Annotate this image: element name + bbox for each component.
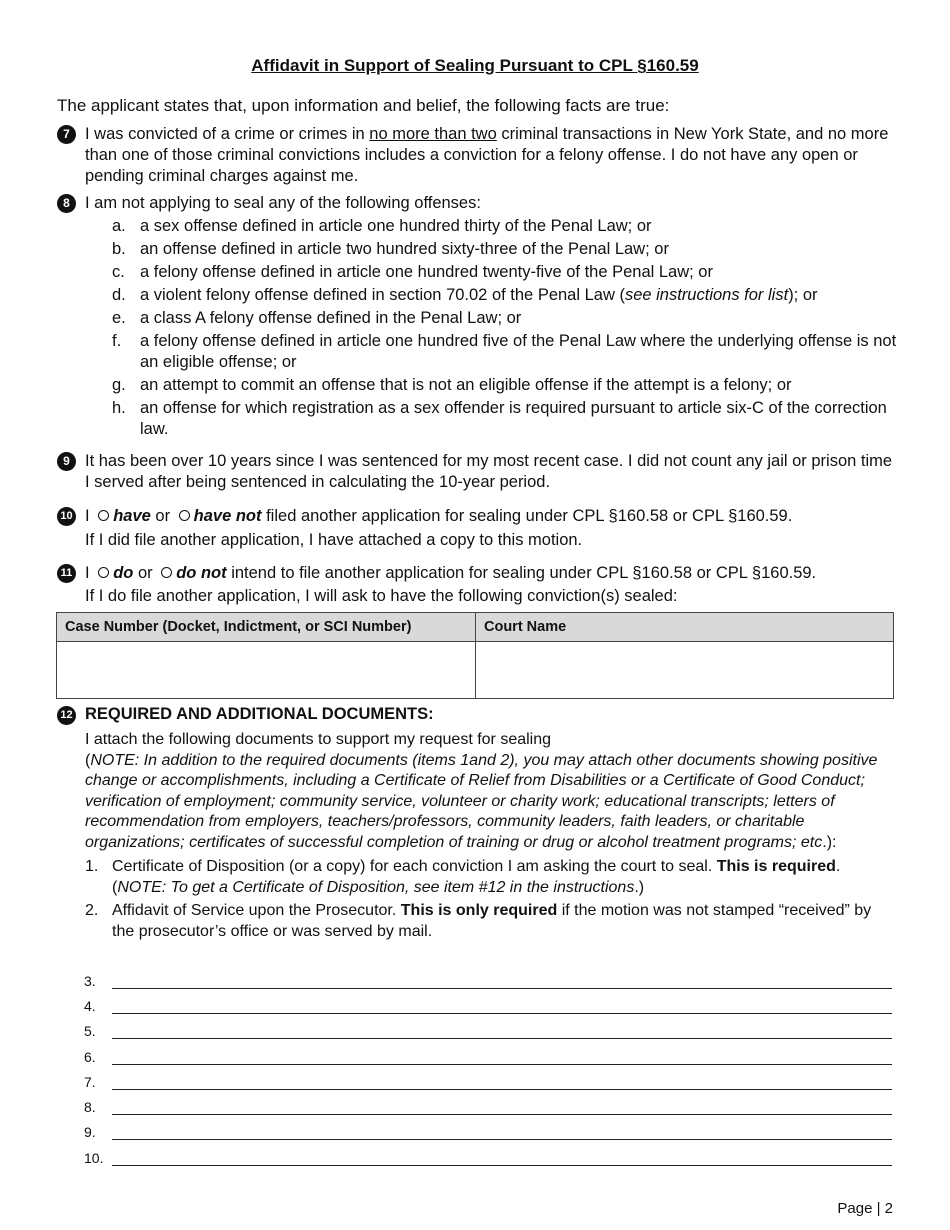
item-number-badge: 9: [57, 452, 76, 471]
item-9: 9 It has been over 10 years since I was sentenced for my most recent case. I did not count any jail or prison time I served after being sentenced in calculating the 10-year period.: [57, 451, 897, 493]
offense-g: g. an attempt to commit an offense that is not an eligible offense if the attempt is a felony; or: [112, 376, 792, 394]
do-radio[interactable]: [98, 567, 109, 578]
page-number: Page | 2: [837, 1200, 893, 1217]
offense-b: b. an offense defined in article two hundred sixty-three of the Penal Law; or: [112, 240, 669, 258]
item-number-badge: 7: [57, 125, 76, 144]
document-1: 1. Certificate of Disposition (or a copy) for each conviction I am asking the court to seal. This is required. (NOTE: To get a Certificate of Disposition, see item #12 in the instructions.): [85, 858, 841, 896]
item-number-badge: 11: [57, 564, 76, 583]
offense-e: e. a class A felony offense defined in the Penal Law; or: [112, 309, 522, 327]
do-not-radio[interactable]: [161, 567, 172, 578]
offense-a: a. a sex offense defined in article one hundred thirty of the Penal Law; or: [112, 217, 652, 235]
item-number-badge: 8: [57, 194, 76, 213]
document-2: 2. Affidavit of Service upon the Prosecutor. This is only required if the motion was not stamped “received” by the prosecutor’s office or was served by mail.: [85, 902, 872, 940]
document-line-9[interactable]: 9.: [84, 1117, 892, 1142]
item-11: 11 I do or do not intend to file another application for sealing under CPL §160.58 or CPL §160.59. If I do file another application, I will ask to have the following conviction(s) sealed:: [57, 563, 897, 607]
offense-d: d. a violent felony offense defined in section 70.02 of the Penal Law (see instructions for list); or: [112, 286, 818, 304]
case-number-header: Case Number (Docket, Indictment, or SCI Number): [57, 613, 476, 642]
item-10: 10 I have or have not filed another application for sealing under CPL §160.58 or CPL §160.59. If I did file another application, I have attached a copy to this motion.: [57, 506, 897, 551]
intro-text: The applicant states that, upon information and belief, the following facts are true:: [57, 96, 670, 115]
item-12-body: I attach the following documents to support my request for sealing (NOTE: In addition to the required documents (items 1and 2), you may attach other documents showing positive change or accomplishments, including a Certificate of Relief from Disabilities or a Certificate of Good Conduct; verification of employment; community service, volunteer or charity work; educational transcripts; letters of recommendation from employers, teachers/professors, community leaders, faith leaders, or charitable organizations; certificates of successful completion of training or drug or alcohol treatment programs; etc.): 1. Certificate of Disposition (or a copy) for each conviction I am asking the court to seal. This is required. (NOTE: To get a Certificate of Disposition, see item #12 in the instructions.) 2. Affidavit of Service upon the Prosecutor. This is only required if the motion was not stamped “received” by the prosecutor’s office or was served by mail.: [85, 730, 895, 942]
documents-note: (NOTE: In addition to the required documents (items 1and 2), you may attach other documents showing positive change or accomplishments, including a Certificate of Relief from Disabilities or a Certificate of Good Conduct; verification of employment; community service, volunteer or charity work; educational transcripts; letters of recommendation from employers, teachers/professors, community leaders, faith leaders, or charitable organizations; certificates of successful completion of training or drug or alcohol treatment programs; etc.):: [85, 751, 878, 851]
item-7: 7 I was convicted of a crime or crimes in no more than two criminal transactions in New York State, and no more than one of those criminal convictions includes a conviction for a felony offense. I do not have any open or pending criminal charges against me.: [57, 124, 897, 187]
document-line-3[interactable]: 3.: [84, 966, 892, 991]
have-not-radio[interactable]: [179, 510, 190, 521]
document-line-4[interactable]: 4.: [84, 991, 892, 1016]
document-line-10[interactable]: 10.: [84, 1143, 892, 1168]
offense-c: c. a felony offense defined in article one hundred twenty-five of the Penal Law; or: [112, 263, 713, 281]
offense-h: h. an offense for which registration as a sex offender is required pursuant to article six-C of the correction law.: [112, 399, 887, 438]
case-number-cell[interactable]: [57, 642, 476, 699]
item-12-heading: 12 REQUIRED AND ADDITIONAL DOCUMENTS:: [57, 705, 434, 724]
document-line-7[interactable]: 7.: [84, 1067, 892, 1092]
conviction-table: [56, 612, 894, 699]
offense-f: f. a felony offense defined in article one hundred five of the Penal Law where the underlying offense is not an eligible offense; or: [112, 332, 897, 371]
have-radio[interactable]: [98, 510, 109, 521]
document-line-8[interactable]: 8.: [84, 1092, 892, 1117]
document-line-5[interactable]: 5.: [84, 1016, 892, 1041]
item-number-badge: 10: [57, 507, 76, 526]
page-title: Affidavit in Support of Sealing Pursuant to CPL §160.59: [251, 56, 699, 75]
document-line-6[interactable]: 6.: [84, 1042, 892, 1067]
court-name-header: Court Name: [476, 613, 894, 642]
item-8: 8 I am not applying to seal any of the following offenses: a. a sex offense defined in article one hundred thirty of the Penal Law; or b. an offense defined in article two hundred sixty-three of the Penal Law; or c. a felony offense defined in article one hundred twenty-five of the Penal Law; or d. a violent felony offense defined in section 70.02 of the Penal Law (see instructions for list); or e. a class A felony offense defined in the Penal Law; or f. a felony offense defined in article one hundred five of the Penal Law where the underlying offense is not an eligible offense; or g. an attempt to commit an offense that is not an eligible offense if the attempt is a felony; or h. an offense for which registration as a sex offender is required pursuant to article six-C of the correction law.: [57, 193, 897, 440]
court-name-cell[interactable]: [476, 642, 894, 699]
item-number-badge: 12: [57, 706, 76, 725]
